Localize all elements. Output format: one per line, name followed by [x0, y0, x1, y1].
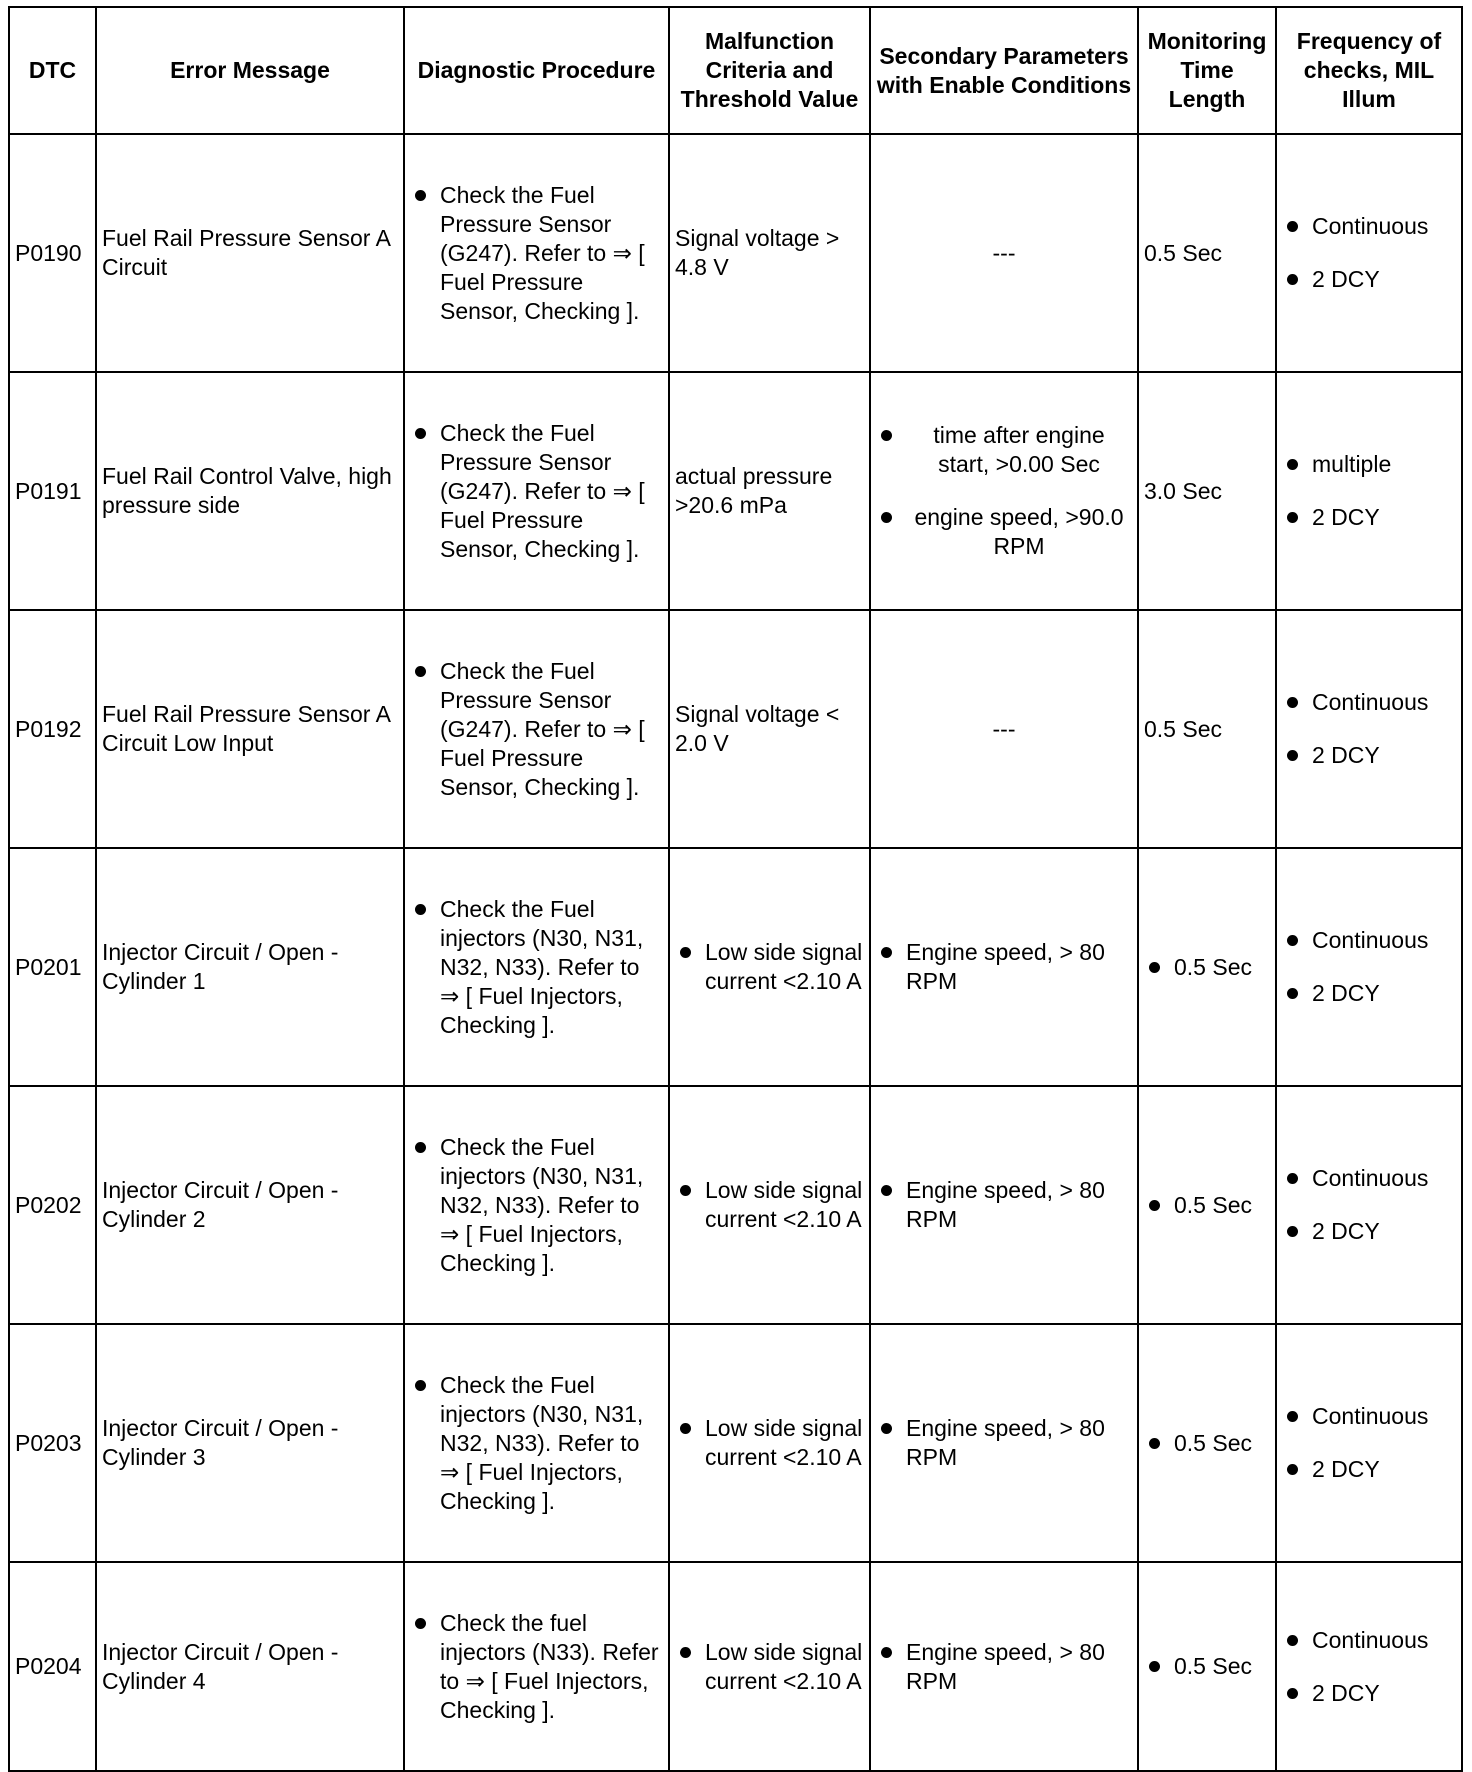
- table-row: [9, 848, 1462, 1086]
- secondary-parameters: [870, 372, 1138, 610]
- malfunction-criteria: [669, 1086, 870, 1324]
- secondary-item: Engine speed, > 80 RPM: [876, 938, 1132, 996]
- malfunction-criteria: [669, 848, 870, 1086]
- mil-item: 2 DCY: [1282, 1679, 1456, 1708]
- malfunction-criteria: actual pressure >20.6 mPa: [669, 372, 870, 610]
- frequency: [1276, 1562, 1462, 1771]
- frequency-item: Continuous: [1282, 212, 1456, 241]
- procedure-item: Check the fuel injectors (N33). Refer to ⇒ [ Fuel Injectors, Checking ].: [410, 1609, 663, 1725]
- malfunction-criteria: Signal voltage > 4.8 V: [669, 134, 870, 372]
- header-dtc: DTC: [9, 7, 96, 134]
- malfunction-criteria: Signal voltage < 2.0 V: [669, 610, 870, 848]
- dtc-code: P0190: [9, 134, 96, 372]
- malfunction-criteria: [669, 1324, 870, 1562]
- frequency-item: Continuous: [1282, 688, 1456, 717]
- frequency: [1276, 848, 1462, 1086]
- monitoring-time: [1138, 1324, 1276, 1562]
- frequency: [1276, 1086, 1462, 1324]
- header-monitoring-time: Monitoring Time Length: [1138, 7, 1276, 134]
- procedure-item: Check the Fuel injectors (N30, N31, N32, N33). Refer to ⇒ [ Fuel Injectors, Checking ].: [410, 895, 663, 1040]
- error-message: Injector Circuit / Open - Cylinder 1: [96, 848, 404, 1086]
- monitoring-time: 3.0 Sec: [1138, 372, 1276, 610]
- dtc-code: P0191: [9, 372, 96, 610]
- frequency: [1276, 134, 1462, 372]
- time-item: 0.5 Sec: [1144, 1191, 1270, 1220]
- dtc-table: [8, 6, 1463, 1772]
- procedure-item: Check the Fuel Pressure Sensor (G247). Refer to ⇒ [ Fuel Pressure Sensor, Checking ].: [410, 419, 663, 564]
- header-secondary-parameters: Secondary Parameters with Enable Conditions: [870, 7, 1138, 134]
- diagnostic-procedure: [404, 1562, 669, 1771]
- frequency: [1276, 1324, 1462, 1562]
- diagnostic-procedure: [404, 848, 669, 1086]
- diagnostic-procedure: [404, 372, 669, 610]
- table-row: [9, 1086, 1462, 1324]
- error-message: Injector Circuit / Open - Cylinder 2: [96, 1086, 404, 1324]
- table-row: [9, 1562, 1462, 1771]
- frequency-item: Continuous: [1282, 926, 1456, 955]
- table-row: [9, 1324, 1462, 1562]
- dtc-code: P0201: [9, 848, 96, 1086]
- header-malfunction-criteria: Malfunction Criteria and Threshold Value: [669, 7, 870, 134]
- table-row: [9, 134, 1462, 372]
- secondary-parameters: ---: [870, 134, 1138, 372]
- mil-item: 2 DCY: [1282, 265, 1456, 294]
- dtc-code: P0204: [9, 1562, 96, 1771]
- diagnostic-procedure: [404, 1086, 669, 1324]
- mil-item: 2 DCY: [1282, 1455, 1456, 1484]
- frequency: [1276, 610, 1462, 848]
- dtc-code: P0202: [9, 1086, 96, 1324]
- mil-item: 2 DCY: [1282, 503, 1456, 532]
- frequency-item: Continuous: [1282, 1164, 1456, 1193]
- secondary-item: engine speed, >90.0 RPM: [876, 503, 1132, 561]
- time-item: 0.5 Sec: [1144, 1652, 1270, 1681]
- time-item: 0.5 Sec: [1144, 1429, 1270, 1458]
- mil-item: 2 DCY: [1282, 1217, 1456, 1246]
- secondary-item: Engine speed, > 80 RPM: [876, 1638, 1132, 1696]
- table-row: [9, 372, 1462, 610]
- procedure-item: Check the Fuel injectors (N30, N31, N32, N33). Refer to ⇒ [ Fuel Injectors, Checking ].: [410, 1133, 663, 1278]
- table-row: [9, 610, 1462, 848]
- monitoring-time: [1138, 1086, 1276, 1324]
- frequency-item: Continuous: [1282, 1402, 1456, 1431]
- secondary-item: Engine speed, > 80 RPM: [876, 1176, 1132, 1234]
- secondary-parameters: [870, 1086, 1138, 1324]
- diagnostic-procedure: [404, 1324, 669, 1562]
- error-message: Fuel Rail Pressure Sensor A Circuit Low Input: [96, 610, 404, 848]
- header-diagnostic-procedure: Diagnostic Procedure: [404, 7, 669, 134]
- error-message: Fuel Rail Pressure Sensor A Circuit: [96, 134, 404, 372]
- criteria-item: Low side signal current <2.10 A: [675, 1638, 864, 1696]
- header-frequency: Frequency of checks, MIL Illum: [1276, 7, 1462, 134]
- header-error-message: Error Message: [96, 7, 404, 134]
- monitoring-time: 0.5 Sec: [1138, 134, 1276, 372]
- error-message: Fuel Rail Control Valve, high pressure side: [96, 372, 404, 610]
- criteria-item: Low side signal current <2.10 A: [675, 938, 864, 996]
- dtc-code: P0203: [9, 1324, 96, 1562]
- criteria-item: Low side signal current <2.10 A: [675, 1176, 864, 1234]
- procedure-item: Check the Fuel injectors (N30, N31, N32, N33). Refer to ⇒ [ Fuel Injectors, Checking ].: [410, 1371, 663, 1516]
- mil-item: 2 DCY: [1282, 979, 1456, 1008]
- dtc-code: P0192: [9, 610, 96, 848]
- monitoring-time: [1138, 848, 1276, 1086]
- procedure-item: Check the Fuel Pressure Sensor (G247). Refer to ⇒ [ Fuel Pressure Sensor, Checking ].: [410, 181, 663, 326]
- secondary-item: Engine speed, > 80 RPM: [876, 1414, 1132, 1472]
- diagnostic-procedure: [404, 134, 669, 372]
- secondary-parameters: [870, 848, 1138, 1086]
- procedure-item: Check the Fuel Pressure Sensor (G247). Refer to ⇒ [ Fuel Pressure Sensor, Checking ].: [410, 657, 663, 802]
- error-message: Injector Circuit / Open - Cylinder 3: [96, 1324, 404, 1562]
- malfunction-criteria: [669, 1562, 870, 1771]
- secondary-parameters: ---: [870, 610, 1138, 848]
- criteria-item: Low side signal current <2.10 A: [675, 1414, 864, 1472]
- frequency-item: multiple: [1282, 450, 1456, 479]
- mil-item: 2 DCY: [1282, 741, 1456, 770]
- secondary-parameters: [870, 1324, 1138, 1562]
- secondary-parameters: [870, 1562, 1138, 1771]
- header-row: [9, 7, 1462, 134]
- error-message: Injector Circuit / Open - Cylinder 4: [96, 1562, 404, 1771]
- time-item: 0.5 Sec: [1144, 953, 1270, 982]
- monitoring-time: [1138, 1562, 1276, 1771]
- frequency: [1276, 372, 1462, 610]
- monitoring-time: 0.5 Sec: [1138, 610, 1276, 848]
- diagnostic-procedure: [404, 610, 669, 848]
- frequency-item: Continuous: [1282, 1626, 1456, 1655]
- secondary-item: time after engine start, >0.00 Sec: [876, 421, 1132, 479]
